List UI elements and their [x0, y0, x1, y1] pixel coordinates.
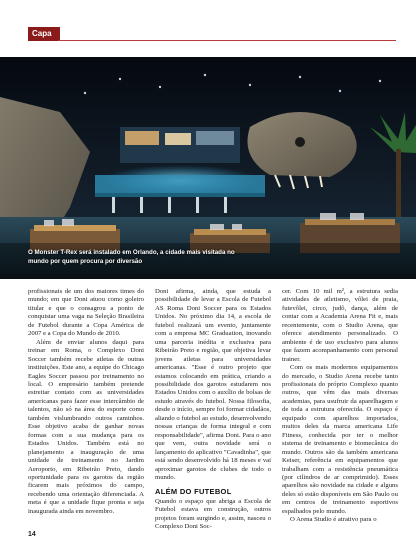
feature-photo — [0, 57, 416, 279]
article-column-2 — [155, 288, 271, 532]
section-label: Capa — [28, 27, 60, 41]
article-column-1 — [28, 288, 144, 516]
article-paragraph: profissionais de um dos maiores times do mundo; em que Doni atuou como goleiro titular e que o consagrou a ponto de conquistar uma vaga na Seleção Brasileira de Futebol durante a Copa América de 2007 e a Copa do Mundo de 2010. — [28, 288, 144, 338]
article-paragraph: Além de enviar alunos daqui para treinar em Roma, o Complexo Doni Soccer também recebe atletas de outras instituições. Este ano, a equipe do Chicago Eagles Soccer passou por treinamento no local. O empresário também pretende estreitar contato com as universidades americanas para fazer esse intercâmbio de talentos, não só na área do esporte como também vislumbrando outros caminhos. Esse objetivo acaba de ganhar novas formas com a sua mudança para os Estados Unidos. Também está no planejamento a inauguração de uma unidade de treinamento no Jardim Aeroporto, em Ribeirão Preto, dando oportunidade para os garotos da região ficarem mais próximos do campo, recebendo uma orientação diferenciada. A meta é que a unidade fique pronta e seja inaugurada ainda em novembro. — [28, 338, 144, 515]
article-subheading: ALÉM DO FUTEBOL — [155, 487, 232, 497]
article-paragraph: Doni afirma, ainda, que estuda a possibilidade de levar a Escola de Futebol AS Roma Doni Soccer para os Estados Unidos. No próximo dia 14, a escola de futebol realizará um evento, juntamente com a empresa MC Graduation, inovando uma parceria inédita e exclusiva para Ribeirão Preto e região, que objetiva levar jovens atletas para universidades americanas. "Esse é outro projeto que estamos colocando em prática, criando a possibilidade dos garotos estudarem nos Estados Unidos com o auxílio de bolsas de estudo através do futebol. Nossa filosofia, desde o início, sempre foi formar cidadãos, aliando o futebol ao estudo, desenvolvendo nossas crianças de forma integral e com responsabilidade", afirma Doni. Para o ano que vem, outra novidade será o lançamento do aplicativo "Cavadinha", que está sendo desenvolvido há 18 meses e vai aproximar garotos de clubes de todo o mundo. — [155, 288, 271, 481]
article-paragraph: cer. Com 10 mil m², a estrutura sedia atividades de atletismo, vôlei de praia, futevôlei, circo, judô, dança, além de contar com a Academia Arena Fit e, mais recentemente, com o Studio Arena, que oferece atendimento personalizado. O ambiente é de uso exclusivo para alunos que fazem acompanhamento com personal trainer. — [282, 288, 398, 363]
article-paragraph: Quando o espaço que abriga a Escola de Futebol estava em construção, outros projetos foram surgindo e, assim, nasceu o Complexo Doni Soc- — [155, 497, 271, 531]
section-rule — [58, 40, 396, 41]
page-number: 14 — [28, 531, 36, 538]
article-paragraph: Com os mais modernos equipamentos do mercado, o Studio Arena recebe tanto profissionais do próprio Complexo quanto outros, que vêm das mais diversas academias, para usufruir da aparelhagem e de toda a estrutura oferecida. O espaço é equipado com aparelhos importados, muitos deles da marca americana Life Fitness, conhecida por ter o melhor sistema de treinamento e biomecânica do mundo. Outros são da também americana Keiser, referência em equipamentos que trabalham com a resistência pneumática (por cilindros de ar comprimido). Esses aparelhos são novidade na cidade e alguns deles só estão disponíveis em São Paulo ou em centros de treinamento esportivos espalhados pelo mundo. — [282, 364, 398, 515]
article-column-3 — [282, 288, 398, 525]
article-paragraph: O Arena Studio é atrativo para o — [290, 516, 377, 524]
photo-caption: O Monster T-Rex será instalado em Orlando, a cidade mais visitada no mundo por quem procura por diversão — [28, 249, 235, 265]
